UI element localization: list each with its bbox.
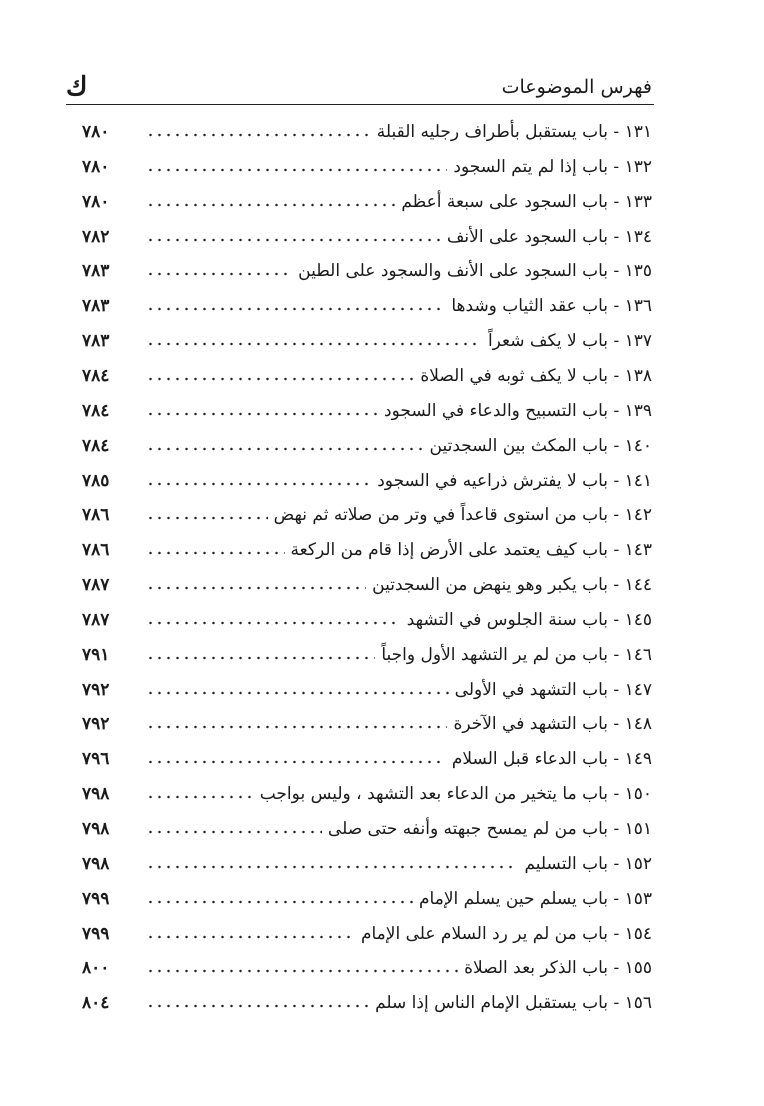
- toc-entry-title: ١٣٦ - باب عقد الثياب وشدها: [451, 296, 652, 317]
- toc-page-number: ٧٩٩: [82, 888, 110, 909]
- toc-entry-title: ١٣٥ - باب السجود على الأنف والسجود على الطين: [298, 261, 652, 282]
- page-letter: ك: [66, 72, 88, 102]
- toc-page-number: ٧٩٦: [82, 749, 110, 770]
- toc-page-number: ٧٨٥: [82, 470, 110, 491]
- toc-dot-leader: [146, 337, 482, 351]
- toc-dot-leader: [146, 233, 441, 247]
- toc-page-number: ٧٨٠: [82, 156, 110, 177]
- toc-dot-leader: [146, 825, 322, 839]
- toc-dot-leader: [146, 477, 371, 491]
- toc-dot-leader: [146, 372, 414, 386]
- toc-page-number: ٧٩٢: [82, 679, 110, 700]
- toc-entry-title: ١٤٦ - باب من لم ير التشهد الأول واجباً: [381, 644, 652, 665]
- toc-entry-title: ١٣١ - باب يستقبل بأطراف رجليه القبلة: [376, 122, 652, 142]
- toc-entry: [82, 814, 652, 844]
- toc-page-number: ٧٨٣: [82, 331, 110, 352]
- toc-entry: [82, 953, 652, 983]
- toc-dot-leader: [146, 546, 285, 560]
- toc-dot-leader: [146, 407, 378, 421]
- toc-page-number: ٧٨٤: [82, 365, 110, 386]
- toc-entry: [82, 187, 652, 217]
- toc-dot-leader: [146, 616, 401, 630]
- toc-entry-title: ١٥٤ - باب من لم ير رد السلام على الإمام: [360, 923, 652, 944]
- toc-page-number: ٧٨٣: [82, 296, 110, 317]
- toc-page-number: ٧٩٩: [82, 923, 110, 944]
- toc-entry: [82, 605, 652, 635]
- toc-entry: [82, 152, 652, 182]
- toc-entry-title: ١٤٩ - باب الدعاء قبل السلام: [451, 749, 652, 770]
- toc-page-number: ٧٨٧: [82, 609, 110, 630]
- toc-entry: [82, 117, 652, 147]
- toc-dot-leader: [146, 999, 369, 1013]
- toc-entry: [82, 256, 652, 286]
- toc-entry-title: ١٣٨ - باب لا يكف ثوبه في الصلاة: [420, 365, 652, 386]
- toc-dot-leader: [146, 860, 518, 874]
- toc-entry-title: ١٥٠ - باب ما يتخير من الدعاء بعد التشهد ، وليس بواجب: [259, 784, 652, 805]
- toc-entry-title: ١٤٠ - باب المكث بين السجدتين: [429, 435, 652, 456]
- toc-entry: [82, 570, 652, 600]
- toc-entry-title: ١٤٣ - باب كيف يعتمد على الأرض إذا قام من الركعة: [290, 540, 652, 561]
- toc-entry: [82, 431, 652, 461]
- toc-entry-title: ١٤٨ - باب التشهد في الآخرة: [453, 714, 652, 735]
- toc-page-number: ٧٩٨: [82, 853, 110, 874]
- toc-entry-title: ١٣٧ - باب لا يكف شعراً: [487, 331, 652, 352]
- toc-entry: [82, 640, 652, 670]
- toc-entry-title: ١٥٥ - باب الذكر بعد الصلاة: [464, 958, 652, 979]
- toc-page-number: ٧٨٦: [82, 540, 110, 561]
- toc-page-number: ٧٨٠: [82, 122, 110, 142]
- toc-dot-leader: [146, 651, 375, 665]
- toc-dot-leader: [146, 163, 447, 177]
- toc-entry-title: ١٤١ - باب لا يفترش ذراعيه في السجود: [377, 470, 652, 491]
- page-title: فهرس الموضوعات: [501, 76, 652, 98]
- header-divider: [66, 104, 654, 105]
- toc-entry: [82, 849, 652, 879]
- toc-entry: [82, 222, 652, 252]
- toc-entry: [82, 396, 652, 426]
- toc-entry-title: ١٥٦ - باب يستقبل الإمام الناس إذا سلم: [375, 993, 652, 1014]
- toc-dot-leader: [146, 755, 446, 769]
- toc-page-number: ٧٩٢: [82, 714, 110, 735]
- toc-entry-title: ١٣٩ - باب التسبيح والدعاء في السجود: [384, 400, 652, 421]
- toc-dot-leader: [146, 302, 445, 316]
- toc-entry: [82, 709, 652, 739]
- toc-dot-leader: [146, 964, 458, 978]
- toc-dot-leader: [146, 267, 292, 281]
- toc-page-number: ٧٨٧: [82, 575, 110, 596]
- toc-page-number: ٨٠٠: [82, 958, 110, 979]
- toc-dot-leader: [146, 198, 395, 212]
- toc-page-number: ٧٩٨: [82, 819, 110, 839]
- toc-page-number: ٧٨٤: [82, 400, 110, 421]
- toc-entry: [82, 535, 652, 565]
- toc-page-number: ٧٨٢: [82, 226, 110, 247]
- toc-entry-title: ١٣٤ - باب السجود على الأنف: [446, 226, 652, 247]
- toc-entry-title: ١٤٢ - باب من استوى قاعداً في وتر من صلاته ثم نهض: [273, 505, 652, 526]
- toc-dot-leader: [146, 720, 447, 734]
- toc-entry-title: ١٤٤ - باب يكبر وهو ينهض من السجدتين: [372, 575, 652, 596]
- toc-dot-leader: [146, 686, 449, 700]
- toc-page-number: ٧٩٨: [82, 784, 110, 805]
- toc-entry: [82, 361, 652, 391]
- toc-entry: [82, 988, 652, 1018]
- toc-entry: [82, 326, 652, 356]
- toc-page-number: ٧٨٣: [82, 261, 110, 282]
- toc-dot-leader: [146, 128, 371, 142]
- toc-page-number: ٧٩١: [82, 644, 110, 665]
- toc-entry-title: ١٤٥ - باب سنة الجلوس في التشهد: [406, 609, 652, 630]
- toc-page-number: ٧٨٤: [82, 435, 110, 456]
- toc-dot-leader: [146, 930, 355, 944]
- toc-entry: [82, 884, 652, 914]
- toc-page-number: ٧٨٠: [82, 191, 110, 212]
- toc-dot-leader: [146, 895, 413, 909]
- toc-dot-leader: [146, 790, 254, 804]
- toc-entry-title: ١٥٣ - باب يسلم حين يسلم الإمام: [419, 888, 652, 909]
- toc-entry: [82, 779, 652, 809]
- toc-entry-title: ١٥٢ - باب التسليم: [524, 853, 652, 874]
- toc-page-number: ٨٠٤: [82, 993, 110, 1014]
- toc-entry-title: ١٣٣ - باب السجود على سبعة أعظم: [401, 191, 652, 212]
- toc-dot-leader: [146, 511, 268, 525]
- toc-dot-leader: [146, 442, 424, 456]
- toc-entry-title: ١٣٢ - باب إذا لم يتم السجود: [453, 156, 652, 177]
- toc-entry-title: ١٤٧ - باب التشهد في الأولى: [454, 679, 652, 700]
- page-header: [66, 72, 652, 102]
- toc-entry: [82, 919, 652, 949]
- toc-entry: [82, 466, 652, 496]
- toc-entry: [82, 744, 652, 774]
- toc-entry: [82, 675, 652, 705]
- toc-entry: [82, 291, 652, 321]
- toc-page-number: ٧٨٦: [82, 505, 110, 526]
- toc-dot-leader: [146, 581, 366, 595]
- toc-entry: [82, 500, 652, 530]
- toc-entry-title: ١٥١ - باب من لم يمسح جبهته وأنفه حتى صلى: [327, 819, 652, 839]
